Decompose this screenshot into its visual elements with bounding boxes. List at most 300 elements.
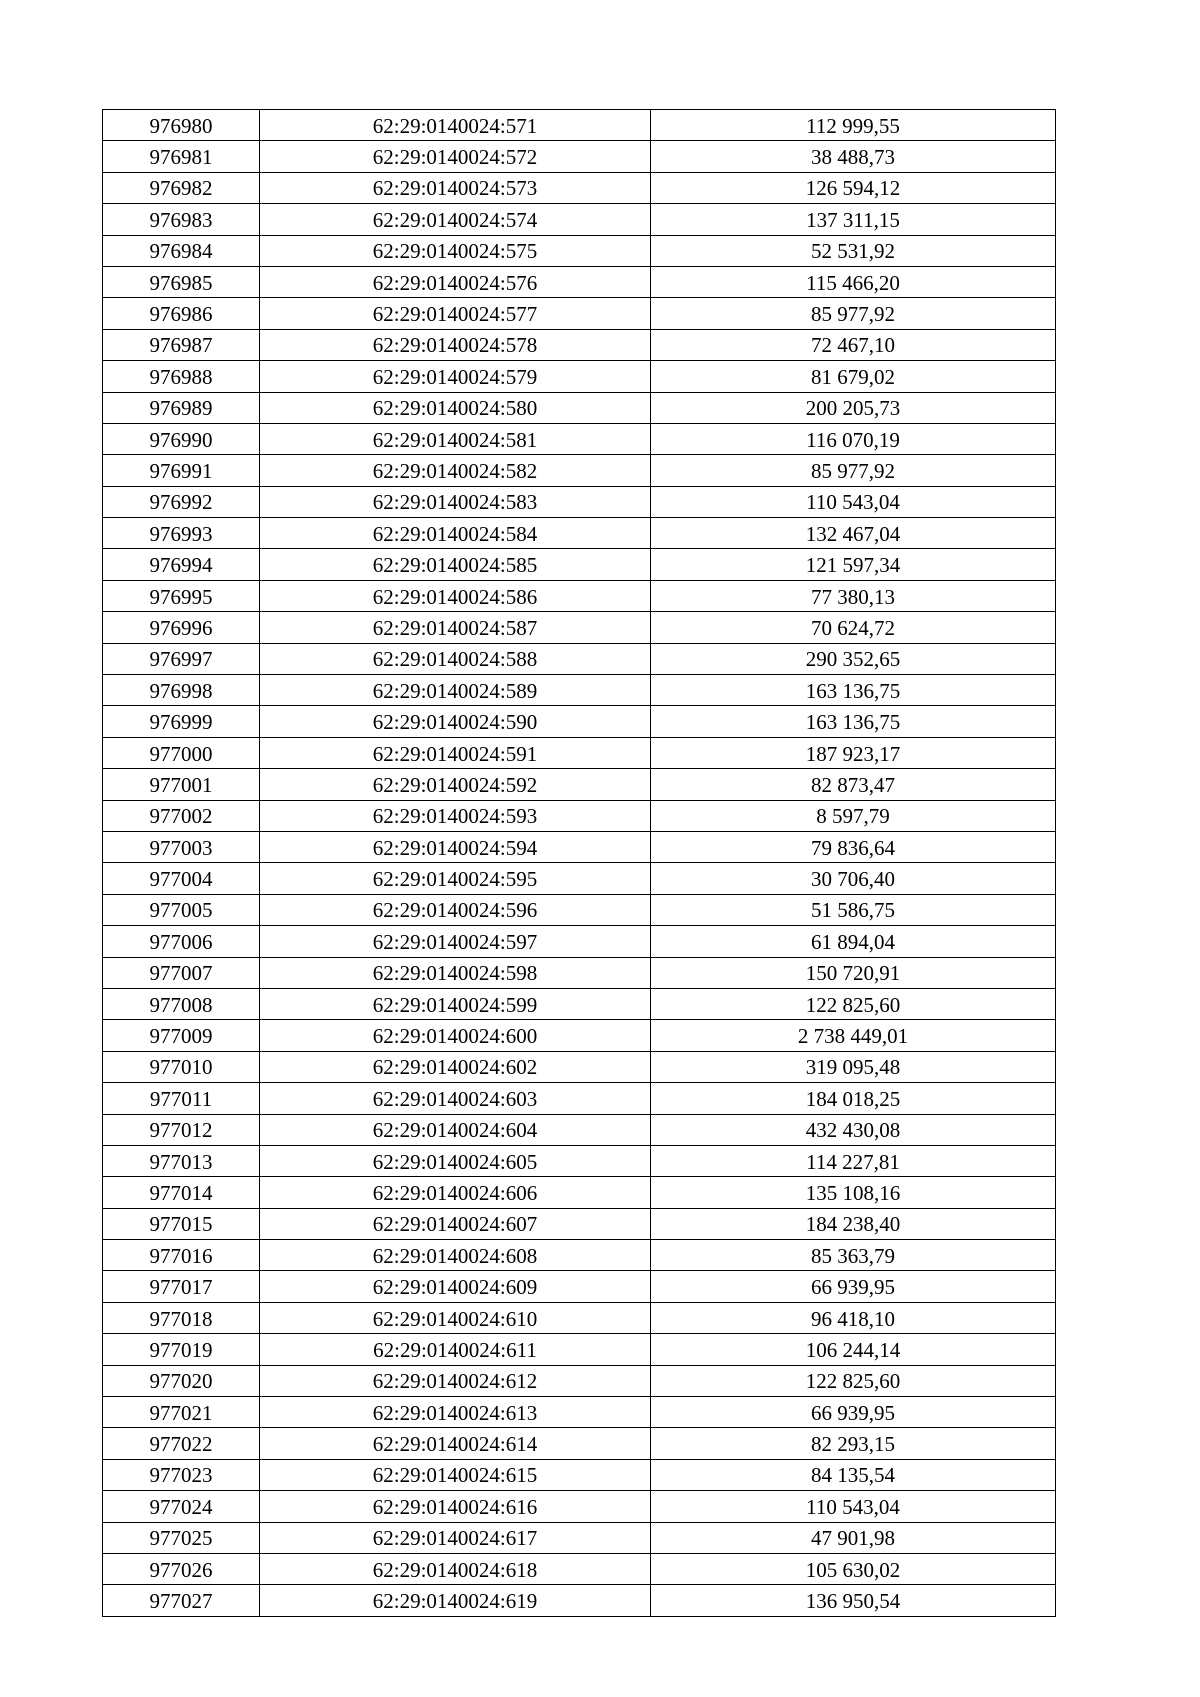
cadastral-number-cell — [260, 1020, 651, 1051]
cadastral-value-cell — [651, 1145, 1056, 1176]
row-number-cell — [103, 675, 260, 706]
cell-text: 85 977,92 — [811, 302, 895, 327]
cell-text: 62:29:0140024:612 — [372, 1369, 538, 1394]
cell-text: 977018 — [149, 1306, 213, 1331]
table-row — [103, 1271, 1056, 1302]
cadastral-value-cell — [651, 1522, 1056, 1553]
cell-text: 150 720,91 — [805, 961, 901, 986]
cadastral-number-cell — [260, 392, 651, 423]
cell-text: 976994 — [149, 553, 213, 578]
cell-text: 432 430,08 — [805, 1118, 901, 1143]
table-row — [103, 110, 1056, 141]
table-row — [103, 1553, 1056, 1584]
cell-text: 62:29:0140024:595 — [372, 867, 538, 892]
cadastral-number-cell — [260, 1428, 651, 1459]
cadastral-value-cell — [651, 894, 1056, 925]
cell-text: 114 227,81 — [806, 1149, 900, 1174]
cell-text: 62:29:0140024:574 — [372, 207, 538, 232]
cell-text: 977013 — [149, 1149, 213, 1174]
cadastral-value-cell — [651, 1491, 1056, 1522]
cadastral-value-cell — [651, 455, 1056, 486]
cell-text: 977022 — [149, 1432, 213, 1457]
cadastral-value-cell — [651, 361, 1056, 392]
cell-text: 977027 — [149, 1589, 213, 1614]
row-number-cell — [103, 423, 260, 454]
cadastral-number-cell — [260, 737, 651, 768]
row-number-cell — [103, 737, 260, 768]
cadastral-value-cell — [651, 172, 1056, 203]
cadastral-value-cell — [651, 266, 1056, 297]
row-number-cell — [103, 141, 260, 172]
cadastral-number-cell — [260, 549, 651, 580]
cadastral-number-cell — [260, 1459, 651, 1490]
row-number-cell — [103, 957, 260, 988]
table-row — [103, 549, 1056, 580]
cell-text: 62:29:0140024:575 — [372, 239, 538, 264]
cell-text: 62:29:0140024:592 — [372, 772, 538, 797]
cell-text: 70 624,72 — [811, 615, 895, 640]
cadastral-number-cell — [260, 1585, 651, 1616]
cell-text: 115 466,20 — [806, 270, 900, 295]
cell-text: 112 999,55 — [806, 113, 900, 138]
cell-text: 977016 — [149, 1243, 213, 1268]
cell-text: 977025 — [149, 1526, 213, 1551]
table-row — [103, 1491, 1056, 1522]
table-row — [103, 675, 1056, 706]
cell-text: 62:29:0140024:571 — [372, 113, 538, 138]
cell-text: 62:29:0140024:579 — [372, 364, 538, 389]
table-row — [103, 1208, 1056, 1239]
row-number-cell — [103, 1522, 260, 1553]
cadastral-value-cell — [651, 1271, 1056, 1302]
cell-text: 52 531,92 — [811, 239, 895, 264]
cadastral-number-cell — [260, 957, 651, 988]
table-row — [103, 863, 1056, 894]
cadastral-number-cell — [260, 769, 651, 800]
row-number-cell — [103, 486, 260, 517]
row-number-cell — [103, 1553, 260, 1584]
table-row — [103, 361, 1056, 392]
cadastral-value-cell — [651, 392, 1056, 423]
table-row — [103, 1145, 1056, 1176]
cell-text: 977017 — [149, 1275, 213, 1300]
cadastral-number-cell — [260, 235, 651, 266]
cell-text: 977007 — [149, 961, 213, 986]
cell-text: 62:29:0140024:572 — [372, 145, 538, 170]
cell-text: 62:29:0140024:586 — [372, 584, 538, 609]
cell-text: 977015 — [149, 1212, 213, 1237]
cell-text: 110 543,04 — [806, 1494, 900, 1519]
row-number-cell — [103, 392, 260, 423]
row-number-cell — [103, 831, 260, 862]
row-number-cell — [103, 988, 260, 1019]
cell-text: 2 738 449,01 — [797, 1024, 909, 1049]
cell-text: 976988 — [149, 364, 213, 389]
cell-text: 62:29:0140024:581 — [372, 427, 538, 452]
cell-text: 72 467,10 — [811, 333, 895, 358]
cell-text: 62:29:0140024:607 — [372, 1212, 538, 1237]
row-number-cell — [103, 172, 260, 203]
cell-text: 977008 — [149, 992, 213, 1017]
cell-text: 977024 — [149, 1494, 213, 1519]
table-row — [103, 298, 1056, 329]
cadastral-number-cell — [260, 894, 651, 925]
cadastral-number-cell — [260, 1208, 651, 1239]
cadastral-number-cell — [260, 204, 651, 235]
cell-text: 62:29:0140024:609 — [372, 1275, 538, 1300]
table-row — [103, 423, 1056, 454]
cell-text: 62:29:0140024:590 — [372, 710, 538, 735]
cadastral-value-cell — [651, 1585, 1056, 1616]
cell-text: 62:29:0140024:611 — [373, 1337, 537, 1362]
cell-text: 977012 — [149, 1118, 213, 1143]
cell-text: 62:29:0140024:577 — [372, 302, 538, 327]
cadastral-value-cell — [651, 1177, 1056, 1208]
cadastral-number-cell — [260, 1334, 651, 1365]
cadastral-value-cell — [651, 737, 1056, 768]
cell-text: 62:29:0140024:584 — [372, 521, 538, 546]
cadastral-number-cell — [260, 1114, 651, 1145]
cell-text: 977014 — [149, 1180, 213, 1205]
row-number-cell — [103, 1177, 260, 1208]
row-number-cell — [103, 204, 260, 235]
cadastral-value-cell — [651, 675, 1056, 706]
cadastral-value-cell — [651, 1240, 1056, 1271]
cadastral-value-cell — [651, 863, 1056, 894]
row-number-cell — [103, 1114, 260, 1145]
cadastral-number-cell — [260, 329, 651, 360]
cell-text: 79 836,64 — [811, 835, 895, 860]
table-row — [103, 266, 1056, 297]
row-number-cell — [103, 455, 260, 486]
row-number-cell — [103, 329, 260, 360]
cadastral-number-cell — [260, 298, 651, 329]
row-number-cell — [103, 643, 260, 674]
cadastral-value-cell — [651, 706, 1056, 737]
cell-text: 163 136,75 — [805, 710, 901, 735]
cell-text: 62:29:0140024:600 — [372, 1024, 538, 1049]
cell-text: 290 352,65 — [805, 647, 901, 672]
table-row — [103, 580, 1056, 611]
cadastral-value-cell — [651, 1397, 1056, 1428]
cell-text: 62:29:0140024:605 — [372, 1149, 538, 1174]
row-number-cell — [103, 863, 260, 894]
cell-text: 62:29:0140024:596 — [372, 898, 538, 923]
row-number-cell — [103, 580, 260, 611]
table-row — [103, 1459, 1056, 1490]
cell-text: 96 418,10 — [811, 1306, 895, 1331]
cell-text: 62:29:0140024:585 — [372, 553, 538, 578]
table-row — [103, 1051, 1056, 1082]
cell-text: 976980 — [149, 113, 213, 138]
cell-text: 62:29:0140024:587 — [372, 615, 538, 640]
cadastral-value-cell — [651, 1051, 1056, 1082]
cadastral-number-cell — [260, 1240, 651, 1271]
cell-text: 977006 — [149, 929, 213, 954]
cadastral-value-cell — [651, 831, 1056, 862]
cell-text: 62:29:0140024:591 — [372, 741, 538, 766]
table-row — [103, 486, 1056, 517]
table-row — [103, 141, 1056, 172]
table-row — [103, 769, 1056, 800]
cell-text: 163 136,75 — [805, 678, 901, 703]
cell-text: 976991 — [149, 458, 213, 483]
cell-text: 116 070,19 — [806, 427, 900, 452]
cadastral-number-cell — [260, 926, 651, 957]
row-number-cell — [103, 110, 260, 141]
cadastral-number-cell — [260, 988, 651, 1019]
cell-text: 976984 — [149, 239, 213, 264]
cadastral-number-cell — [260, 1491, 651, 1522]
table-row — [103, 643, 1056, 674]
row-number-cell — [103, 549, 260, 580]
cell-text: 66 939,95 — [811, 1275, 895, 1300]
row-number-cell — [103, 1397, 260, 1428]
row-number-cell — [103, 518, 260, 549]
table-row — [103, 1428, 1056, 1459]
cadastral-value-cell — [651, 643, 1056, 674]
cell-text: 62:29:0140024:593 — [372, 804, 538, 829]
row-number-cell — [103, 1208, 260, 1239]
cell-text: 105 630,02 — [805, 1557, 901, 1582]
row-number-cell — [103, 1334, 260, 1365]
cadastral-number-cell — [260, 580, 651, 611]
cadastral-number-cell — [260, 1177, 651, 1208]
cell-text: 977021 — [149, 1400, 213, 1425]
cadastral-number-cell — [260, 863, 651, 894]
cell-text: 62:29:0140024:597 — [372, 929, 538, 954]
cadastral-number-cell — [260, 110, 651, 141]
table-row — [103, 235, 1056, 266]
cell-text: 977023 — [149, 1463, 213, 1488]
row-number-cell — [103, 769, 260, 800]
cell-text: 62:29:0140024:604 — [372, 1118, 538, 1143]
cadastral-number-cell — [260, 800, 651, 831]
row-number-cell — [103, 926, 260, 957]
cell-text: 62:29:0140024:610 — [372, 1306, 538, 1331]
cell-text: 977005 — [149, 898, 213, 923]
row-number-cell — [103, 1459, 260, 1490]
table-row — [103, 894, 1056, 925]
table-row — [103, 392, 1056, 423]
cell-text: 62:29:0140024:576 — [372, 270, 538, 295]
cadastral-value-cell — [651, 423, 1056, 454]
cell-text: 977000 — [149, 741, 213, 766]
table-row — [103, 1114, 1056, 1145]
cadastral-number-cell — [260, 643, 651, 674]
cell-text: 976997 — [149, 647, 213, 672]
cell-text: 976983 — [149, 207, 213, 232]
cell-text: 62:29:0140024:619 — [372, 1589, 538, 1614]
row-number-cell — [103, 612, 260, 643]
cadastral-value-cell — [651, 1208, 1056, 1239]
row-number-cell — [103, 1271, 260, 1302]
cell-text: 977019 — [149, 1337, 213, 1362]
cell-text: 8 597,79 — [816, 804, 890, 829]
cell-text: 62:29:0140024:603 — [372, 1086, 538, 1111]
cell-text: 30 706,40 — [811, 867, 895, 892]
table-row — [103, 1083, 1056, 1114]
table-row — [103, 831, 1056, 862]
cell-text: 62:29:0140024:617 — [372, 1526, 538, 1551]
cell-text: 184 018,25 — [805, 1086, 901, 1111]
cell-text: 976995 — [149, 584, 213, 609]
cadastral-number-cell — [260, 1522, 651, 1553]
cadastral-number-cell — [260, 706, 651, 737]
table-row — [103, 1334, 1056, 1365]
row-number-cell — [103, 1428, 260, 1459]
table-row — [103, 800, 1056, 831]
cell-text: 126 594,12 — [805, 176, 901, 201]
table-row — [103, 612, 1056, 643]
cell-text: 976982 — [149, 176, 213, 201]
cadastral-number-cell — [260, 1145, 651, 1176]
cell-text: 77 380,13 — [811, 584, 895, 609]
cell-text: 976985 — [149, 270, 213, 295]
row-number-cell — [103, 1585, 260, 1616]
cadastral-number-cell — [260, 1302, 651, 1333]
row-number-cell — [103, 361, 260, 392]
cadastral-number-cell — [260, 831, 651, 862]
cadastral-number-cell — [260, 172, 651, 203]
cell-text: 976981 — [149, 145, 213, 170]
cadastral-number-cell — [260, 612, 651, 643]
table-row — [103, 1240, 1056, 1271]
cadastral-value-cell — [651, 580, 1056, 611]
cell-text: 132 467,04 — [805, 521, 901, 546]
row-number-cell — [103, 1145, 260, 1176]
table-row — [103, 926, 1056, 957]
table-row — [103, 988, 1056, 1019]
cadastral-value-cell — [651, 110, 1056, 141]
cell-text: 66 939,95 — [811, 1400, 895, 1425]
row-number-cell — [103, 706, 260, 737]
table-row — [103, 1177, 1056, 1208]
cell-text: 976987 — [149, 333, 213, 358]
cell-text: 976986 — [149, 302, 213, 327]
cadastral-number-cell — [260, 518, 651, 549]
cadastral-number-cell — [260, 361, 651, 392]
table-row — [103, 455, 1056, 486]
table-row — [103, 706, 1056, 737]
cell-text: 62:29:0140024:602 — [372, 1055, 538, 1080]
row-number-cell — [103, 266, 260, 297]
cadastral-value-cell — [651, 298, 1056, 329]
cadastral-value-cell — [651, 1302, 1056, 1333]
table-row — [103, 1397, 1056, 1428]
cell-text: 977002 — [149, 804, 213, 829]
cell-text: 136 950,54 — [805, 1589, 901, 1614]
cadastral-number-cell — [260, 1553, 651, 1584]
table-row — [103, 1522, 1056, 1553]
cell-text: 82 293,15 — [811, 1432, 895, 1457]
cadastral-number-cell — [260, 486, 651, 517]
cell-text: 62:29:0140024:589 — [372, 678, 538, 703]
table-row — [103, 737, 1056, 768]
row-number-cell — [103, 1491, 260, 1522]
cell-text: 47 901,98 — [811, 1526, 895, 1551]
cadastral-value-cell — [651, 1334, 1056, 1365]
cadastral-value-cell — [651, 769, 1056, 800]
cadastral-value-cell — [651, 1020, 1056, 1051]
cell-text: 62:29:0140024:613 — [372, 1400, 538, 1425]
cell-text: 319 095,48 — [805, 1055, 901, 1080]
cadastral-value-cell — [651, 1365, 1056, 1396]
cell-text: 106 244,14 — [805, 1337, 901, 1362]
row-number-cell — [103, 1365, 260, 1396]
cell-text: 977009 — [149, 1024, 213, 1049]
cell-text: 976996 — [149, 615, 213, 640]
cadastral-value-cell — [651, 1459, 1056, 1490]
cell-text: 976990 — [149, 427, 213, 452]
cadastral-number-cell — [260, 1083, 651, 1114]
cadastral-number-cell — [260, 1271, 651, 1302]
cadastral-number-cell — [260, 1365, 651, 1396]
cell-text: 122 825,60 — [805, 992, 901, 1017]
cell-text: 62:29:0140024:614 — [372, 1432, 538, 1457]
row-number-cell — [103, 1051, 260, 1082]
cell-text: 62:29:0140024:583 — [372, 490, 538, 515]
cadastral-value-cell — [651, 957, 1056, 988]
cell-text: 976993 — [149, 521, 213, 546]
cell-text: 38 488,73 — [811, 145, 895, 170]
cell-text: 62:29:0140024:598 — [372, 961, 538, 986]
row-number-cell — [103, 1020, 260, 1051]
table-row — [103, 329, 1056, 360]
cadastral-value-cell — [651, 518, 1056, 549]
cell-text: 977011 — [149, 1086, 213, 1111]
cell-text: 976989 — [149, 396, 213, 421]
cell-text: 977020 — [149, 1369, 213, 1394]
cadastral-value-cell — [651, 1553, 1056, 1584]
cell-text: 977001 — [149, 772, 213, 797]
cell-text: 62:29:0140024:615 — [372, 1463, 538, 1488]
row-number-cell — [103, 1083, 260, 1114]
cell-text: 85 977,92 — [811, 458, 895, 483]
cadastral-value-cell — [651, 486, 1056, 517]
row-number-cell — [103, 800, 260, 831]
cell-text: 977026 — [149, 1557, 213, 1582]
cadastral-value-cell — [651, 1428, 1056, 1459]
cadastral-value-cell — [651, 926, 1056, 957]
cadastral-value-cell — [651, 612, 1056, 643]
cell-text: 62:29:0140024:573 — [372, 176, 538, 201]
cell-text: 62:29:0140024:582 — [372, 458, 538, 483]
cell-text: 62:29:0140024:594 — [372, 835, 538, 860]
cadastral-number-cell — [260, 266, 651, 297]
cell-text: 122 825,60 — [805, 1369, 901, 1394]
cadastral-value-cell — [651, 235, 1056, 266]
table-body — [103, 110, 1056, 1617]
cadastral-value-cell — [651, 329, 1056, 360]
cadastral-number-cell — [260, 675, 651, 706]
cell-text: 135 108,16 — [805, 1180, 901, 1205]
cell-text: 62:29:0140024:618 — [372, 1557, 538, 1582]
cell-text: 977010 — [149, 1055, 213, 1080]
cell-text: 62:29:0140024:599 — [372, 992, 538, 1017]
cell-text: 62:29:0140024:578 — [372, 333, 538, 358]
cell-text: 62:29:0140024:588 — [372, 647, 538, 672]
table-row — [103, 1020, 1056, 1051]
cadastral-number-cell — [260, 1051, 651, 1082]
table-row — [103, 1585, 1056, 1616]
cell-text: 976999 — [149, 710, 213, 735]
cell-text: 62:29:0140024:580 — [372, 396, 538, 421]
cell-text: 85 363,79 — [811, 1243, 895, 1268]
cadastral-value-cell — [651, 1083, 1056, 1114]
cell-text: 51 586,75 — [811, 898, 895, 923]
cadastral-number-cell — [260, 455, 651, 486]
